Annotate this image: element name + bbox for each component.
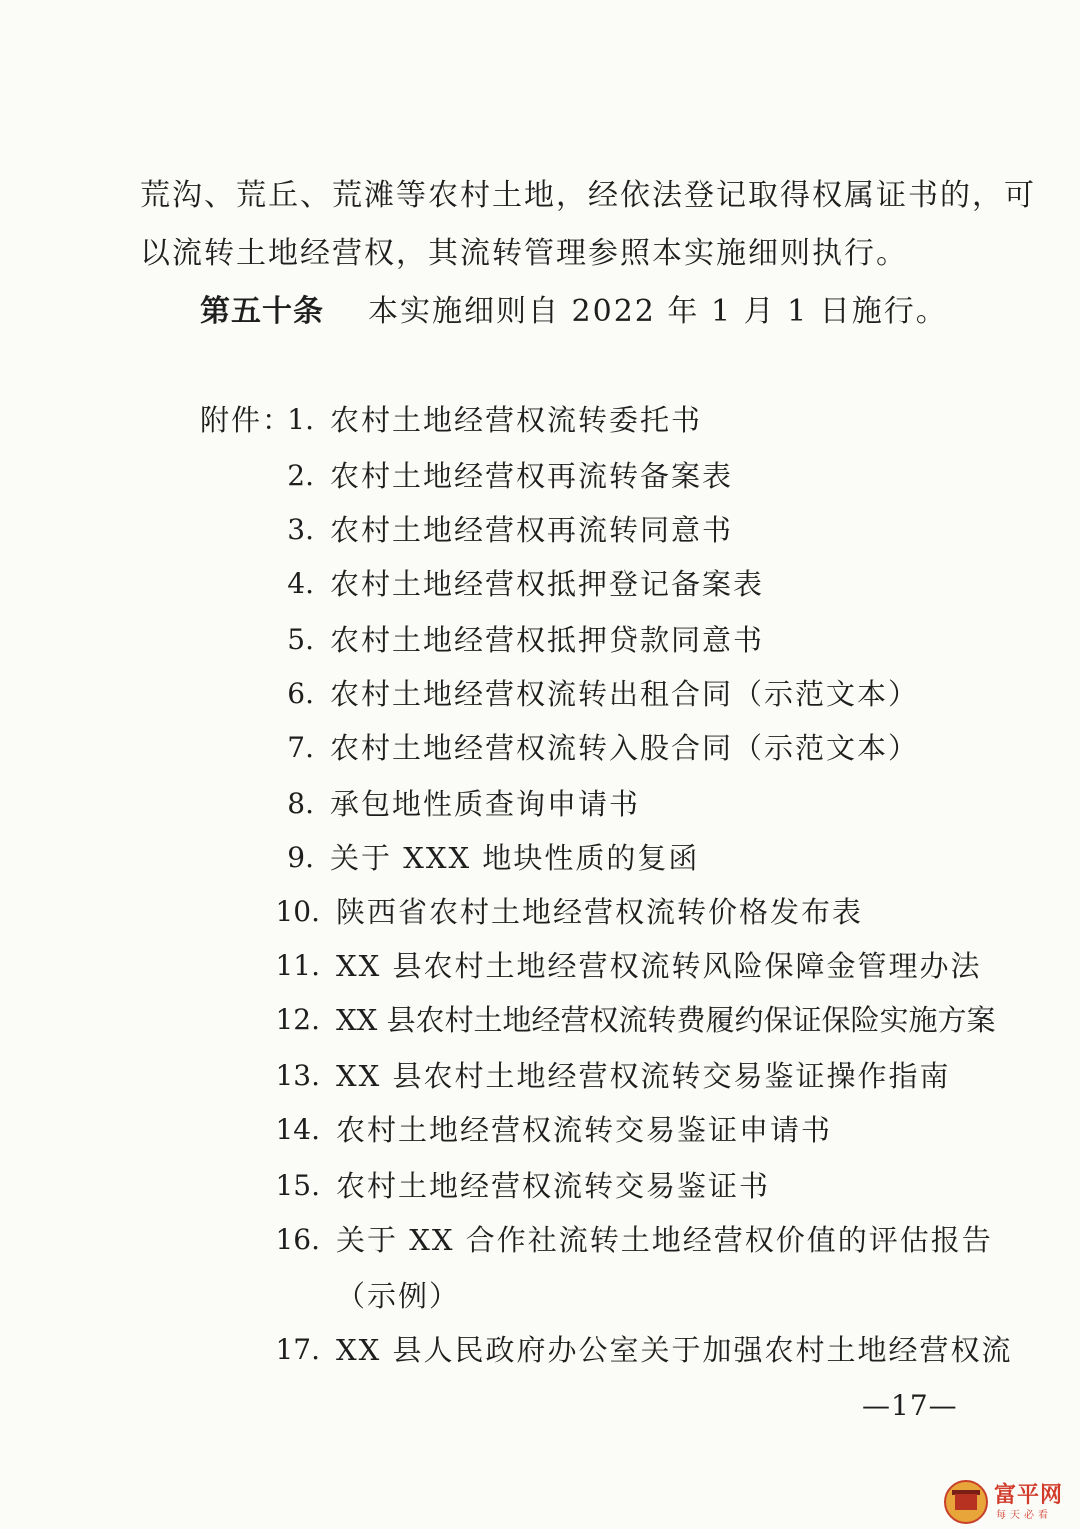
attachment-number: 5. <box>287 623 314 656</box>
attachment-title: XX 县农村土地经营权流转费履约保证保险实施方案 <box>336 1003 996 1037</box>
attachment-title: （示例） <box>336 1279 461 1313</box>
attachment-title: 农村土地经营权再流转备案表 <box>330 459 734 493</box>
attachment-number: 9. <box>287 841 314 874</box>
attachment-number: 15. <box>275 1169 320 1202</box>
body-text-line-1: 荒沟、荒丘、荒滩等农村土地，经依法登记取得权属证书的，可 <box>140 178 1036 213</box>
attachment-title: 陕西省农村土地经营权流转价格发布表 <box>336 895 864 929</box>
attachment-number: 16. <box>275 1223 320 1256</box>
watermark-name: 富平网 <box>994 1483 1064 1508</box>
page-number: —17— <box>862 1389 958 1422</box>
attachment-number: 13. <box>275 1059 320 1092</box>
attachment-title: 农村土地经营权流转出租合同（示范文本） <box>330 677 920 711</box>
article-50-label: 第五十条 <box>200 294 324 329</box>
watermark-slogan: 每天必看 <box>996 1510 1052 1521</box>
attachment-number: 17. <box>275 1333 320 1366</box>
attachment-number: 8. <box>287 787 314 820</box>
attachment-title: XX 县人民政府办公室关于加强农村土地经营权流 <box>336 1333 1013 1367</box>
attachment-number: 3. <box>287 513 314 546</box>
attachment-number: 2. <box>287 459 314 492</box>
attachment-number: 6. <box>287 677 314 710</box>
gate-tower-icon <box>944 1480 988 1524</box>
attachment-title: 农村土地经营权流转委托书 <box>330 403 703 437</box>
attachment-number: 10. <box>275 895 320 928</box>
attachment-number: 11. <box>275 949 320 982</box>
article-50 <box>200 292 948 332</box>
attachment-number: 14. <box>275 1113 320 1146</box>
attachment-title: 农村土地经营权流转交易鉴证申请书 <box>336 1113 833 1147</box>
attachment-title: XX 县农村土地经营权流转交易鉴证操作指南 <box>336 1059 951 1093</box>
attachment-title: 农村土地经营权抵押登记备案表 <box>330 567 765 601</box>
article-50-text: 本实施细则自 2022 年 1 月 1 日施行。 <box>368 294 948 329</box>
attachment-title: 农村土地经营权流转入股合同（示范文本） <box>330 731 920 765</box>
attachment-number: 7. <box>287 731 314 764</box>
attachment-title: 农村土地经营权流转交易鉴证书 <box>336 1169 771 1203</box>
attachment-title: 农村土地经营权抵押贷款同意书 <box>330 623 765 657</box>
attachment-title: 农村土地经营权再流转同意书 <box>330 513 734 547</box>
attachments-label: 附件： <box>200 403 294 437</box>
attachment-title: 关于 XX 合作社流转土地经营权价值的评估报告 <box>336 1223 993 1257</box>
attachment-title: XX 县农村土地经营权流转风险保障金管理办法 <box>336 949 982 983</box>
attachment-number: 4. <box>287 567 314 600</box>
body-text-line-2: 以流转土地经营权，其流转管理参照本实施细则执行。 <box>140 236 908 271</box>
attachment-number: 1. <box>287 403 314 436</box>
watermark <box>944 1478 1074 1526</box>
attachment-number: 12. <box>275 1003 320 1036</box>
attachment-title: 承包地性质查询申请书 <box>330 787 641 821</box>
attachment-title: 关于 XXX 地块性质的复函 <box>330 841 700 875</box>
